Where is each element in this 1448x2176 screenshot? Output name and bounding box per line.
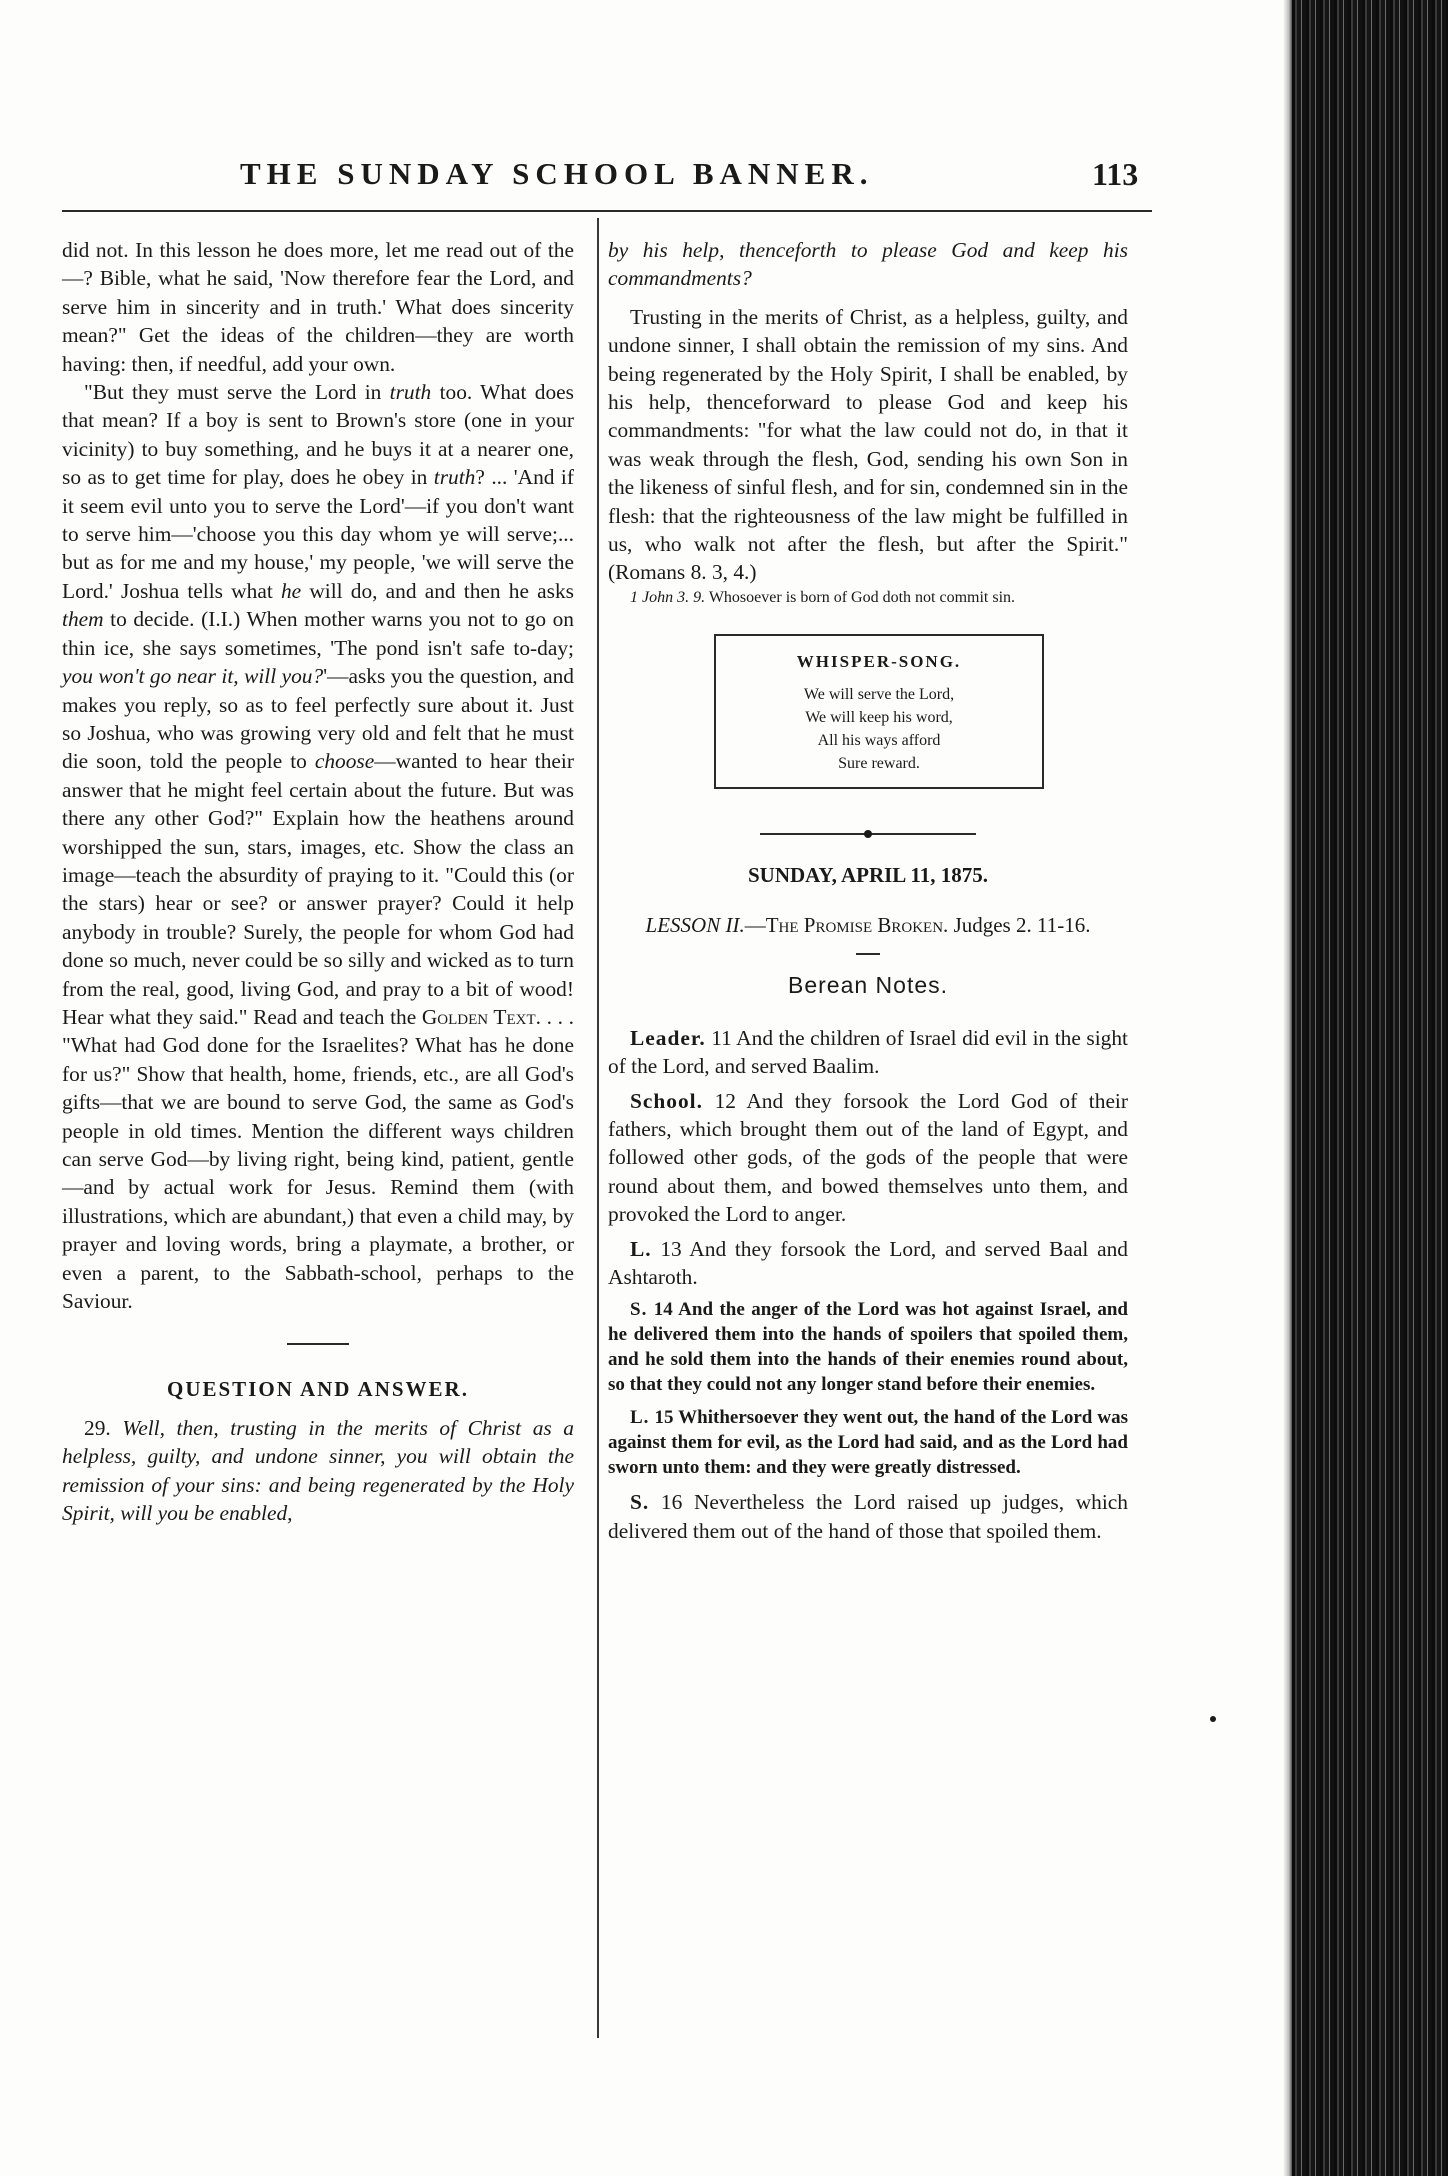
qa-heading: QUESTION AND ANSWER.: [167, 1377, 469, 1402]
song-line: We will keep his word,: [805, 708, 953, 726]
song-line: Sure reward.: [838, 754, 920, 772]
question-paragraph: [62, 1414, 574, 1528]
section-rule: [287, 1343, 349, 1345]
date-heading: SUNDAY, APRIL 11, 1875.: [747, 862, 988, 887]
column-divider: [597, 218, 599, 2038]
question-continued: by his help, thenceforth to please God and keep his commandments?: [608, 238, 1128, 291]
verse: L. 13 And they forsook the Lord, and served Baal and Ashtaroth.: [608, 1236, 1128, 1289]
scripture-reference: 1 John 3. 9. Whosoever is born of God doth not commit sin.: [630, 588, 1016, 606]
verse: School. 12 And they forsook the Lord God of their fathers, which brought them out of the land of Egypt, and followed other gods, of the gods of the people that were round about them, and bowed themselves unto them, and provoked the Lord to anger.: [608, 1088, 1129, 1227]
small-rule: [856, 953, 880, 955]
whisper-song-title: WHISPER-SONG.: [796, 651, 962, 671]
book-spine: [1292, 0, 1448, 2176]
question-number: 29.: [84, 1415, 111, 1440]
ink-speck: [1210, 1716, 1216, 1722]
verse: Leader. 11 And the children of Israel did evil in the sight of the Lord, and served Baalim.: [608, 1025, 1128, 1079]
lesson-heading: LESSON II.—The Promise Broken. Judges 2. 11-16.: [645, 913, 1091, 938]
section-separator: [760, 833, 976, 835]
verse: S. 16 Nevertheless the Lord raised up judges, which delivered them out of the hand of those that spoiled them.: [608, 1490, 1128, 1543]
verse: L. 15 Whithersoever they went out, the hand of the Lord was against them for evil, as the Lord had said, and as the Lord had sworn unto them: and they were greatly distressed.: [608, 1407, 1128, 1479]
whisper-song-box: [714, 634, 1044, 789]
running-title: THE SUNDAY SCHOOL BANNER.: [240, 156, 874, 191]
page-header: [60, 156, 1160, 196]
header-rule: [62, 210, 1152, 212]
paragraph: did not. In this lesson he does more, let me read out of the—? Bible, what he said, 'Now therefore fear the Lord, and serve him in sincerity and in truth.' What does sincerity mean?" Get the ideas of the children—they are worth having: then, if needful, add your own.: [62, 238, 574, 376]
right-column: [608, 236, 1128, 1551]
song-line: All his ways afford: [817, 731, 941, 749]
left-column: [62, 236, 574, 1527]
song-line: We will serve the Lord,: [803, 685, 955, 703]
answer-paragraph: Trusting in the merits of Christ, as a helpless, guilty, and undone sinner, I shall obtain the remission of my sins. And being regenerated by the Holy Spirit, I shall be enabled, by his help, thenceforward to please God and keep his commandments: "for what the law could not do, in that it was weak through the flesh, God, sending his own Son in the likeness of sinful flesh, and for sin, condemned sin in the flesh: that the righteousness of the law might be fulfilled in us, who walk not after the flesh, but after the Spirit." (Romans 8. 3, 4.): [608, 304, 1128, 585]
notes-heading: Berean Notes.: [787, 972, 949, 999]
question-text: Well, then, trusting in the merits of Christ as a helpless, guilty, and undone sinner, you will obtain the remission of your sins: and being regenerated by the Holy Spirit, will you be enabled,: [62, 1415, 574, 1526]
verse: S. 14 And the anger of the Lord was hot against Israel, and he delivered them into the hands of spoilers that spoiled them, and he sold them into the hands of their enemies round about, so that they could not any longer stand before their enemies.: [608, 1299, 1128, 1396]
paragraph: "But they must serve the Lord in truth too. What does that mean? If a boy is sent to Brown's store (one in your vicinity) to buy something, and he buys it at a nearer one, so as to get time for play, does he obey in truth? ... 'And if it seem evil unto you to serve the Lord'—if you don't want to serve him—'choose you this day whom ye will serve;... but as for me and my house,' my people, 'we will serve the Lord.' Joshua tells what he will do, and and then he asks them to decide. (I.I.) When mother warns you not to go on thin ice, she says sometimes, 'The pond isn't safe to-day; you won't go near it, will you?'—asks you the question, and makes you reply, so as to feel perfectly sure about it. Just so Joshua, who was growing very old and felt that he must die soon, told the people to choose—wanted to hear their answer that he might feel certain about the future. But was there any other God?" Explain how the heathens around worshipped the sun, stars, images, etc. Show the class an image—teach the absurdity of praying to it. "Could this (or the stars) hear or see? or answer prayer? Could it help anybody in trouble? Surely, the people for whom God had done so much, never could be so silly and wicked as to turn from the real, good, living God, and pray to a bit of wood! Hear what they said." Read and teach the Golden Text. . . . "What had God done for the Israelites? What has he done for us?" Show that health, home, friends, etc., are all God's gifts—that we are bound to serve God, the same as God's people in old times. Mention the different ways children can serve God—by living right, being kind, patient, gentle—and by actual work for Jesus. Remind them (with illustrations, which are abundant,) that even a child may, by prayer and loving words, bring a playmate, a brother, or even a parent, to the Sabbath-school, perhaps to the Saviour.: [62, 380, 574, 1314]
separator-dot: [864, 830, 872, 838]
page-number: 113: [1092, 156, 1139, 192]
